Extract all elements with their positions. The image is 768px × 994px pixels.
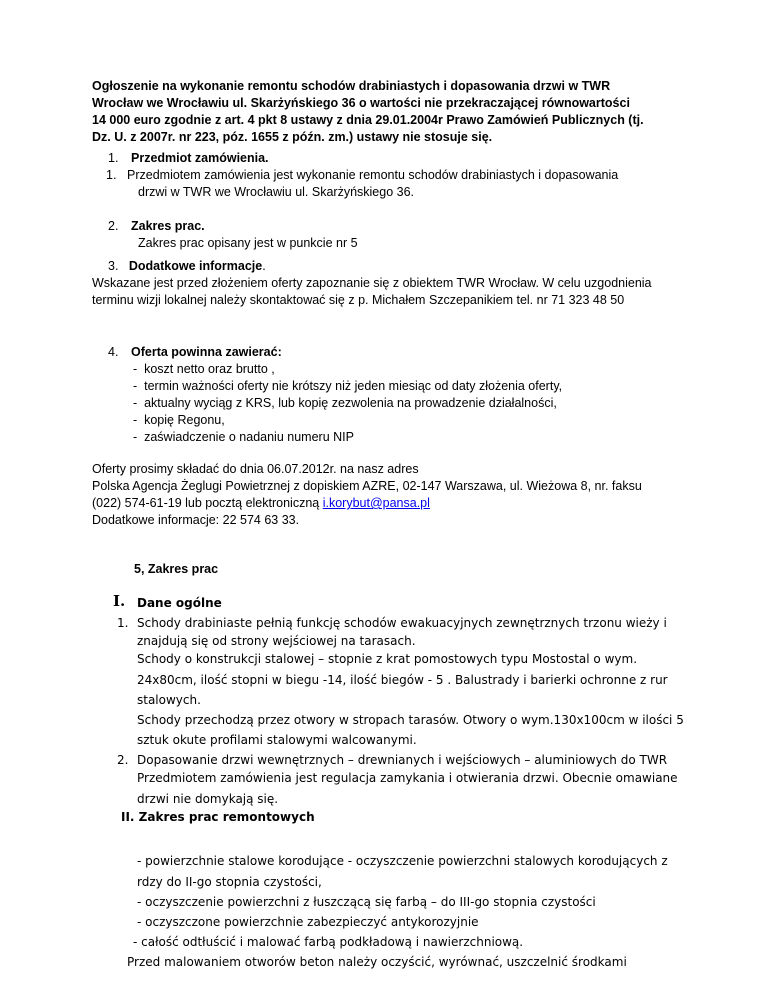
work-line: - oczyszczenie powierzchni z łuszczącą się farbą – do III-go stopnia czystości [137,895,596,909]
offer-list-item: - kopię Regonu, [133,413,225,427]
section-2-line: Zakres prac opisany jest w punkcie nr 5 [138,236,358,250]
contact-line: Oferty prosimy składać do dnia 06.07.2012r. na nasz adres [92,462,419,476]
contact-line: Polska Agencja Żeglugi Powietrznej z dopiskiem AZRE, 02-147 Warszawa, ul. Wieżowa 8, nr. faksu [92,479,642,493]
section-3-heading-row [108,259,266,273]
repair-works-heading: II. Zakres prac remontowych [121,810,315,824]
point-2-line: Dopasowanie drzwi wewnętrznych – drewnianych i wejściowych – aluminiowych do TWR [137,753,668,767]
roman-numeral-1: I. [113,592,126,610]
point-1-line: 24x80cm, ilość stopni w biegu -14, ilość biegów - 5 . Balustrady i barierki ochronne z rur [137,673,668,687]
point-1-line: stalowych. [137,693,201,707]
work-line: Przed malowaniem otworów beton należy oczyścić, wyrównać, uszczelnić środkami [127,955,627,969]
point-1-line: Schody o konstrukcji stalowej – stopnie z krat pomostowych typu Mostostal o wym. [137,652,638,666]
section-4-number: 4. [108,345,119,359]
intro-line: 14 000 euro zgodnie z art. 4 pkt 8 ustawy z dnia 29.01.2004r Prawo Zamówień Publicznych (tj. [92,113,644,127]
intro-line: Ogłoszenie na wykonanie remontu schodów drabiniastych i dopasowania drzwi w TWR [92,79,611,93]
section-5-heading: 5, Zakres prac [134,562,219,576]
section-1-heading: Przedmiot zamówienia. [131,151,269,165]
section-3-line: terminu wizji lokalnej należy skontaktować się z p. Michałem Szczepanikiem tel. nr 71 323 48 50 [92,293,625,307]
section-1-line: Przedmiotem zamówienia jest wykonanie remontu schodów drabiniastych i dopasowania [127,168,619,182]
offer-list-item: - aktualny wyciąg z KRS, lub kopię zezwolenia na prowadzenie działalności, [133,396,557,410]
offer-list-item: - termin ważności oferty nie krótszy niż jeden miesiąc od daty złożenia oferty, [133,379,563,393]
email-link[interactable]: i.korybut@pansa.pl [322,496,430,510]
point-2-line: Przedmiotem zamówienia jest regulacja zamykania i otwierania drzwi. Obecnie omawiane [137,771,678,785]
work-line: - całość odtłuścić i malować farbą podkładową i nawierzchniową. [133,935,524,949]
section-3-line: Wskazane jest przed złożeniem oferty zapoznanie się z obiektem TWR Wrocław. W celu uzgodnienia [92,276,652,290]
point-1-line: Schody drabiniaste pełnią funkcję schodów ewakuacyjnych zewnętrznych trzonu wieży i [137,616,667,630]
section-1-sub-number: 1. [106,168,117,182]
work-line: rdzy do II-go stopnia czystości, [137,875,322,889]
work-line: - powierzchnie stalowe korodujące - oczyszczenie powierzchni stalowych korodujących z [137,854,668,868]
point-2-line: drzwi nie domykają się. [137,792,279,806]
offer-list-item: - zaświadczenie o nadaniu numeru NIP [133,430,354,444]
section-3-heading-tail: . [262,259,266,273]
contact-line: (022) 574-61-19 lub pocztą elektroniczną i.korybut@pansa.pl [92,496,430,510]
general-data-heading: Dane ogólne [137,596,222,610]
point-2-number: 2. [117,753,129,767]
point-1-line: Schody przechodzą przez otwory w stropach tarasów. Otwory o wym.130x100cm w ilości 5 [137,713,684,727]
section-2-number: 2. [108,219,119,233]
section-3-heading: Dodatkowe informacje [128,259,263,273]
intro-line: Dz. U. z 2007r. nr 223, póz. 1655 z późn. zm.) ustawy nie stosuje się. [92,130,493,144]
point-1-line: znajdują się od strony wejściowej na tarasach. [137,634,416,648]
section-4-heading: Oferta powinna zawierać: [131,345,282,359]
work-line: - oczyszczone powierzchnie zabezpieczyć antykorozyjnie [137,915,479,929]
contact-line: Dodatkowe informacje: 22 574 63 33. [92,513,300,527]
intro-line: Wrocław we Wrocławiu ul. Skarżyńskiego 36 o wartości nie przekraczającej równowartości [92,96,630,110]
point-1-line: sztuk okute profilami stalowymi walcowanymi. [137,733,417,747]
intro-paragraph [92,78,684,146]
offer-list-item: - koszt netto oraz brutto , [133,362,275,376]
section-1-line: drzwi w TWR we Wrocławiu ul. Skarżyńskiego 36. [138,185,415,199]
section-2-heading: Zakres prac. [131,219,205,233]
point-1-number: 1. [117,616,129,630]
section-3-number: 3. [108,259,119,273]
section-1-number: 1. [108,151,119,165]
